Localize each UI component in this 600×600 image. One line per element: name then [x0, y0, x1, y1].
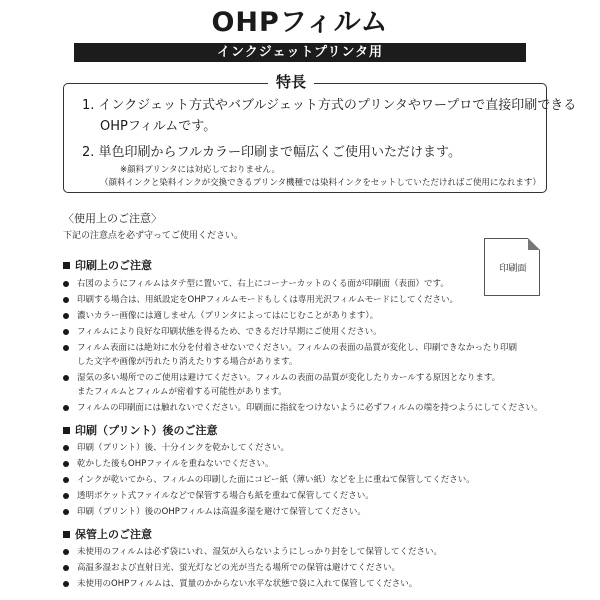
storage-heading-label: 保管上のご注意 — [75, 528, 152, 541]
list-item: インクが乾いてから、フィルムの印刷した面にコピー紙（薄い紙）などを上に重ねて保管してください。 — [63, 474, 475, 487]
list-item: 印刷する場合は、用紙設定をOHPフィルムモードもしくは専用光沢フィルムモードにしてください。 — [63, 294, 458, 307]
list-item: 右図のようにフィルムはタテ型に置いて、右上にコーナーカットのくる面が印刷面（表面）です。 — [63, 278, 449, 291]
storage-heading — [63, 527, 152, 542]
print-side-label: 印刷面 — [499, 264, 527, 274]
list-item: 透明ポケット式ファイルなどで保管する場合も紙を重ねて保管してください。 — [63, 490, 374, 503]
list-item: 湿気の多い場所でのご使用は避けてください。フィルムの表面の品質が変化したりカールする原因となります。 — [63, 372, 500, 385]
features-heading: 特長 — [268, 72, 314, 92]
feature-item-2: 2. 単色印刷からフルカラー印刷まで幅広くご使用いただけます。 — [82, 145, 461, 160]
bullet-icon — [63, 565, 69, 571]
usage-intro: 下記の注意点を必ず守ってご使用ください。 — [63, 231, 244, 241]
bullet-icon — [63, 313, 69, 319]
list-item-cont: またフィルムとフィルムが密着する可能性があります。 — [77, 387, 287, 397]
subtitle-banner: インクジェットプリンタ用 — [74, 43, 526, 62]
square-bullet-icon — [63, 262, 70, 269]
list-item: 濃いカラー画像には適しません（プリンタによってはにじむことがあります）。 — [63, 310, 378, 323]
page-title: OHPフィルム — [211, 7, 389, 38]
bullet-icon — [63, 345, 69, 351]
square-bullet-icon — [63, 531, 70, 538]
feature-item-1: 1. インクジェット方式やバブルジェット方式のプリンタやワープロで直接印刷できる — [82, 98, 577, 113]
list-item: 印刷（プリント）後のOHPフィルムは高温多湿を避けて保管してください。 — [63, 506, 366, 519]
bullet-icon — [63, 375, 69, 381]
bullet-icon — [63, 461, 69, 467]
bullet-icon — [63, 581, 69, 587]
bullet-icon — [63, 477, 69, 483]
print-side-diagram — [484, 238, 540, 296]
bullet-icon — [63, 329, 69, 335]
list-item: フィルム表面には絶対に水分を付着させないでください。フィルムの表面の品質が変化し、印刷できなかったり印刷 — [63, 342, 517, 355]
bullet-icon — [63, 445, 69, 451]
bullet-icon — [63, 297, 69, 303]
printing-heading — [63, 258, 152, 273]
bullet-icon — [63, 509, 69, 515]
usage-heading: 〈使用上のご注意〉 — [63, 212, 162, 225]
list-item-cont: した文字や画像が汚れたり消えたりする場合があります。 — [77, 357, 298, 367]
bullet-icon — [63, 549, 69, 555]
list-item: 印刷（プリント）後、十分インクを乾かしてください。 — [63, 442, 289, 455]
bullet-icon — [63, 493, 69, 499]
list-item: フィルムにより良好な印刷状態を得るため、できるだけ早期にご使用ください。 — [63, 326, 382, 339]
bullet-icon — [63, 405, 69, 411]
feature-note-1: ※顔料プリンタには対応しておりません。 — [120, 165, 280, 175]
bullet-icon — [63, 281, 69, 287]
printing-heading-label: 印刷上のご注意 — [75, 259, 152, 272]
feature-note-2: （顔料インクと染料インクが交換できるプリンタ機種では染料インクをセットしていただければご使用になれます） — [100, 178, 541, 188]
list-item: 未使用のフィルムは必ず袋にいれ、湿気が入らないようにしっかり封をして保管してください。 — [63, 546, 442, 559]
list-item: 高温多湿および直射日光、蛍光灯などの光が当たる場所での保管は避けてください。 — [63, 562, 400, 575]
feature-item-1-cont: OHPフィルムです。 — [100, 119, 217, 134]
after-print-heading-label: 印刷（プリント）後のご注意 — [75, 424, 218, 437]
corner-cut-icon — [528, 238, 540, 250]
list-item: 乾かした後もOHPファイルを重ねないでください。 — [63, 458, 274, 471]
list-item: 未使用のOHPフィルムは、質量のかからない水平な状態で袋に入れて保管してください。 — [63, 578, 417, 591]
square-bullet-icon — [63, 427, 70, 434]
after-print-heading — [63, 423, 218, 438]
list-item: フィルムの印刷面には触れないでください。印刷面に指紋をつけないように必ずフィルムの端を持つようにしてください。 — [63, 402, 542, 415]
